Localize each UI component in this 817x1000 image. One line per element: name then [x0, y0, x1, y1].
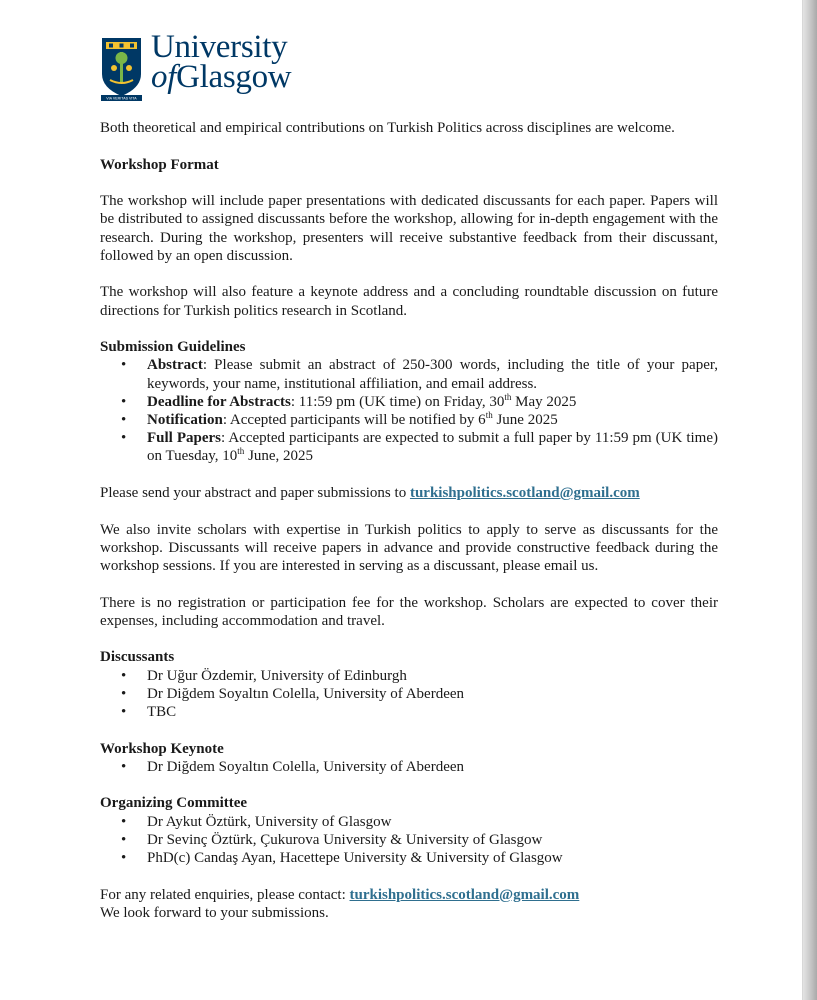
list-item: • Full Papers: Accepted participants are expected to submit a full paper by 11:59 pm (UK time) on Tuesday, 10th June, 2025	[100, 429, 718, 465]
list-item: • Dr Uğur Özdemir, University of Edinburgh	[100, 667, 718, 685]
keynote-heading: Workshop Keynote	[100, 740, 224, 757]
list-item: • TBC	[100, 703, 718, 721]
committee-heading: Organizing Committee	[100, 795, 248, 812]
fee-paragraph: There is no registration or participation fee for the workshop. Scholars are expected to cover their expenses, including accommodation and travel.	[100, 594, 718, 629]
workshop-format-para1: The workshop will include paper presentations with dedicated discussants for each paper. Papers will be distributed to assigned discussants before the workshop, allowing for in-depth engagement with the research. During the workshop, presenters will receive substantive feedback from their discussant, followed by an open discussion.	[100, 193, 718, 264]
document-body	[100, 119, 718, 922]
send-paragraph: Please send your abstract and paper submissions to turkishpolitics.scotland@gmail.com	[100, 485, 640, 501]
list-item: • Deadline for Abstracts: 11:59 pm (UK time) on Friday, 30th May 2025	[100, 393, 718, 411]
list-item: • Abstract: Please submit an abstract of 250-300 words, including the title of your paper, keywords, your name, institutional affiliation, and email address.	[100, 356, 718, 392]
submission-list	[100, 356, 718, 465]
intro-paragraph: Both theoretical and empirical contributions on Turkish Politics across disciplines are welcome.	[100, 120, 675, 136]
list-item: • Dr Sevinç Öztürk, Çukurova University & University of Glasgow	[100, 831, 718, 849]
list-item: • Dr Diğdem Soyaltın Colella, University of Aberdeen	[100, 758, 718, 776]
closing-line: We look forward to your submissions.	[100, 904, 329, 921]
discussants-list	[100, 667, 718, 722]
university-crest-icon	[100, 36, 143, 102]
keynote-list	[100, 758, 718, 776]
logo-glasgow: Glasgow	[176, 59, 292, 95]
logo-of: of	[151, 59, 177, 95]
list-item: • Dr Aykut Öztürk, University of Glasgow	[100, 813, 718, 831]
university-wordmark	[151, 29, 292, 95]
logo-line1: University	[151, 29, 288, 65]
contact-paragraph: For any related enquiries, please contact: turkishpolitics.scotland@gmail.com	[100, 886, 580, 903]
page-edge-shadow	[803, 0, 817, 1000]
workshop-format-heading: Workshop Format	[100, 156, 219, 173]
list-item: • PhD(c) Candaş Ayan, Hacettepe University & University of Glasgow	[100, 849, 718, 867]
contact-email-link[interactable]: turkishpolitics.scotland@gmail.com	[349, 886, 580, 903]
list-item: • Dr Diğdem Soyaltın Colella, University of Aberdeen	[100, 685, 718, 703]
committee-list	[100, 813, 718, 868]
workshop-format-para2: The workshop will also feature a keynote address and a concluding roundtable discussion on future directions for Turkish politics research in Scotland.	[100, 284, 718, 319]
list-item: • Notification: Accepted participants will be notified by 6th June 2025	[100, 411, 718, 429]
submission-email-link[interactable]: turkishpolitics.scotland@gmail.com	[409, 485, 640, 501]
university-logo	[100, 29, 310, 102]
submission-heading: Submission Guidelines	[100, 339, 246, 356]
discussant-invite-paragraph: We also invite scholars with expertise in Turkish politics to apply to serve as discussants for the workshop. Discussants will receive papers in advance and provide constructive feedback during the workshop sessions. If you are interested in serving as a discussant, please email us.	[100, 521, 718, 574]
discussants-heading: Discussants	[100, 649, 175, 666]
crest-motto: VIA VERITAS VITA	[106, 96, 137, 101]
